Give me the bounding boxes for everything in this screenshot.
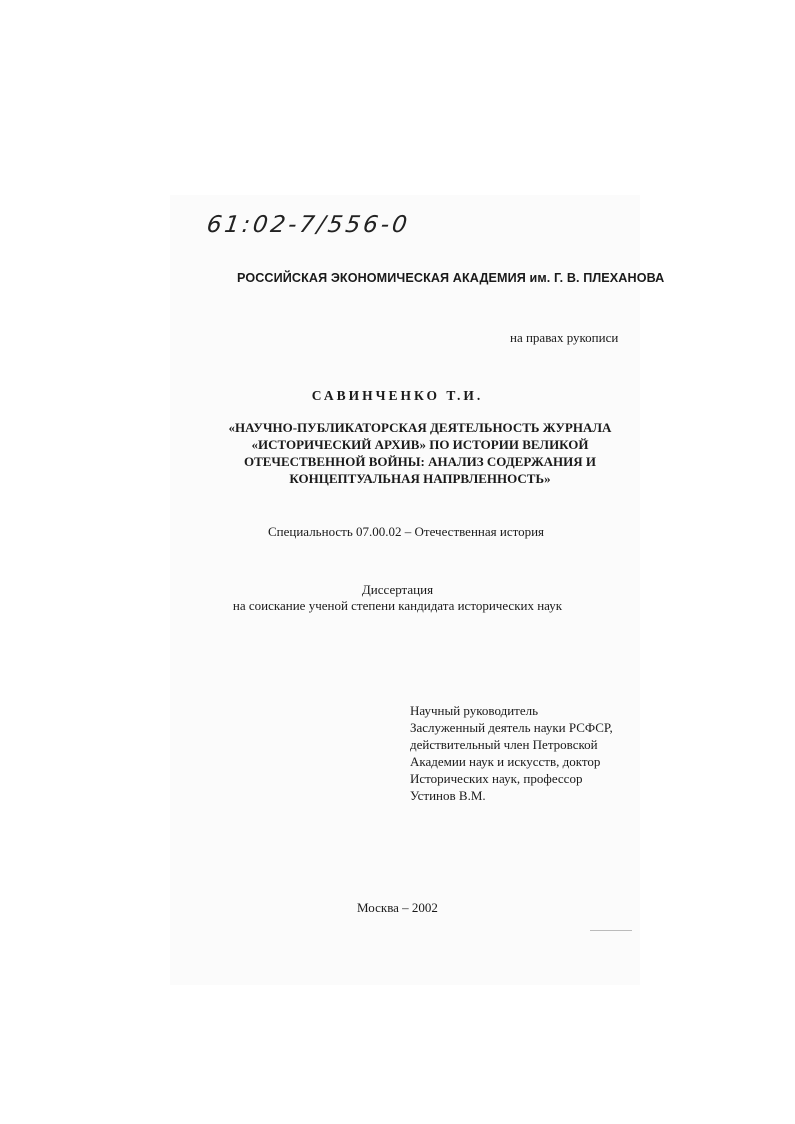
archive-code-handwritten: 61:02-7/556-0 (205, 212, 412, 238)
supervisor-line: Научный руководитель (410, 703, 539, 718)
title-line: КОНЦЕПТУАЛЬНАЯ НАПРВЛЕННОСТЬ» (289, 471, 551, 486)
institution-name: РОССИЙСКАЯ ЭКОНОМИЧЕСКАЯ АКАДЕМИЯ им. Г. В. ПЛЕХАНОВА (237, 271, 665, 285)
supervisor-line: Заслуженный деятель науки РСФСР, (410, 720, 613, 735)
manuscript-note: на правах рукописи (510, 330, 619, 345)
title-line: ОТЕЧЕСТВЕННОЙ ВОЙНЫ: АНАЛИЗ СОДЕРЖАНИЯ И (243, 454, 597, 469)
supervisor-line: Академии наук и искусств, доктор (410, 754, 601, 769)
work-type: Диссертация (361, 582, 434, 597)
supervisor-line: Устинов В.М. (410, 788, 486, 803)
scan-edge-mark (590, 930, 632, 931)
place-year: Москва – 2002 (357, 900, 438, 915)
title-line: «ИСТОРИЧЕСКИЙ АРХИВ» ПО ИСТОРИИ ВЕЛИКОЙ (251, 437, 589, 452)
title-line: «НАУЧНО-ПУБЛИКАТОРСКАЯ ДЕЯТЕЛЬНОСТЬ ЖУРНАЛА (228, 420, 612, 435)
author-name: САВИНЧЕНКО Т.И. (311, 388, 484, 403)
degree-statement: на соискание ученой степени кандидата исторических наук (232, 598, 563, 613)
supervisor-line: Исторических наук, профессор (410, 771, 583, 786)
dissertation-title (220, 419, 620, 487)
supervisor-block (410, 702, 613, 804)
supervisor-line: действительный член Петровской (410, 737, 598, 752)
specialty: Специальность 07.00.02 – Отечественная история (268, 524, 545, 539)
